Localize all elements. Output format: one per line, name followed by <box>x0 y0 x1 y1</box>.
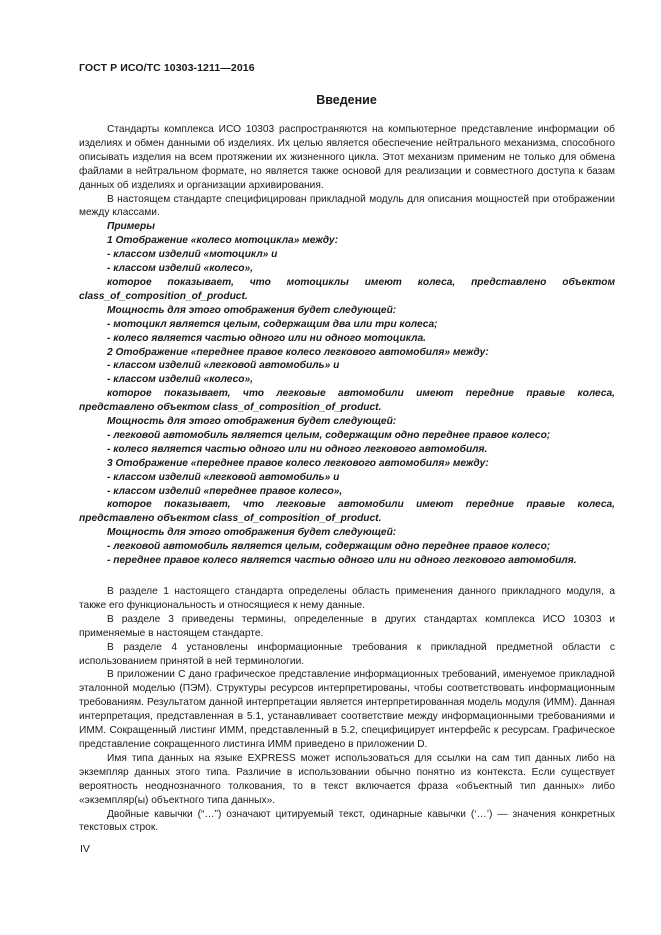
example-1-title: 1 Отображение «колесо мотоцикла» между: <box>107 235 339 247</box>
intro-paragraph: В настоящем стандарте специфицирован прикладной модуль для описания мощностей при отображении между классами. <box>79 193 615 219</box>
example-1-rule-2: - колесо является частью одного или ни одного мотоцикла. <box>107 332 426 344</box>
section-paragraph: В разделе 4 установлены информационные требования к прикладной предметной области с использованием принятой в ней терминологии. <box>79 641 615 667</box>
document-code-header: ГОСТ Р ИСО/ТС 10303-1211—2016 <box>79 62 255 74</box>
section-paragraph: Имя типа данных на языке EXPRESS может использоваться для ссылки на сам тип данных либо на экземпляр данных этого типа. Различие в использовании обычно понятно из контекста. Если существует вероятность неоднозначного толкования, то в текст включается фраза «объектный тип данных» либо «экземпляр(ы) объектного типа данных». <box>79 752 615 806</box>
section-paragraph: В приложении С дано графическое представление информационных требований, именуемое прикладной эталонной моделью (ПЭМ). Структуры ресурсов интерпретированы, чтобы соответствовать информационным требованиям. Результатом данной интерпретации является интерпретированная модель модуля (ИММ). Данная интерпретация, представленная в 5.1, устанавливает соответствие между информационными требованиями и ИММ. Сокращенный листинг ИММ, представленный в 5.2, специфицирует интерфейс к ресурсам. Графическое представление сокращенного листинга ИММ приведено в приложении D. <box>79 669 615 750</box>
example-1-object: class_of_composition_of_product. <box>79 290 248 302</box>
section-paragraph: Двойные кавычки (“…”) означают цитируемый текст, одинарные кавычки (‘…’) — значения конкретных текстовых строк. <box>79 808 615 834</box>
example-3-class-b: - классом изделий «переднее правое колесо», <box>107 485 343 497</box>
section-paragraph: В разделе 1 настоящего стандарта определены область применения данного прикладного модуля, а также его функциональность и относящиеся к нему данные. <box>79 586 615 611</box>
example-3-rule-2: - переднее правое колесо является частью одного или ни одного легкового автомобиля. <box>107 555 577 567</box>
example-3-description: которое показывает, что легковые автомобили имеют передние правые колеса, представлено объектом class_of_composition_of_product. <box>79 499 615 525</box>
example-1-class-b: - классом изделий «колесо», <box>107 263 253 275</box>
example-2-description: которое показывает, что легковые автомобили имеют передние правые колеса, представлено объектом class_of_composition_of_product. <box>79 388 615 414</box>
example-2-class-b: - классом изделий «колесо», <box>107 374 253 386</box>
section-title-text: Введение <box>316 93 377 107</box>
examples-heading: Примеры <box>107 221 155 233</box>
document-body <box>79 123 615 835</box>
example-3-class-a: - классом изделий «легковой автомобиль» и <box>107 471 340 483</box>
examples-block <box>79 220 615 568</box>
example-2-cardinality: Мощность для этого отображения будет следующей: <box>107 416 397 428</box>
example-1-description: которое показывает, что мотоциклы имеют колеса, представлено объектом <box>107 276 615 288</box>
section-paragraph: В разделе 3 приведены термины, определенные в других стандартах комплекса ИСО 10303 и применяемые в настоящем стандарте. <box>79 613 615 639</box>
example-3-rule-1: - легковой автомобиль является целым, содержащим одно переднее правое колесо; <box>107 541 551 553</box>
section-title <box>0 93 661 107</box>
example-3-cardinality: Мощность для этого отображения будет следующей: <box>107 527 397 539</box>
intro-paragraph: Стандарты комплекса ИСО 10303 распространяются на компьютерное представление информации об изделиях и обмен данными об изделиях. Их целью является обеспечение нейтрального механизма, способного описывать изделия на всем протяжении их жизненного цикла. Этот механизм применим не только для обмена файлами в нейтральном формате, но является также основой для реализации и совместного доступа к базам данных об изделиях и организации архивирования. <box>79 124 615 191</box>
spacer <box>79 568 615 585</box>
example-1-cardinality: Мощность для этого отображения будет следующей: <box>107 304 397 316</box>
example-2-rule-2: - колесо является частью одного или ни одного легкового автомобиля. <box>107 443 488 455</box>
example-1-rule-1: - мотоцикл является целым, содержащим два или три колеса; <box>107 318 438 330</box>
example-3-title: 3 Отображение «переднее правое колесо легкового автомобиля» между: <box>107 457 489 469</box>
example-2-class-a: - классом изделий «легковой автомобиль» и <box>107 360 340 372</box>
page-number: IV <box>80 843 90 855</box>
example-2-title: 2 Отображение «переднее правое колесо легкового автомобиля» между: <box>107 346 489 358</box>
example-1-class-a: - классом изделий «мотоцикл» и <box>107 249 278 261</box>
example-2-rule-1: - легковой автомобиль является целым, содержащим одно переднее правое колесо; <box>107 429 551 441</box>
